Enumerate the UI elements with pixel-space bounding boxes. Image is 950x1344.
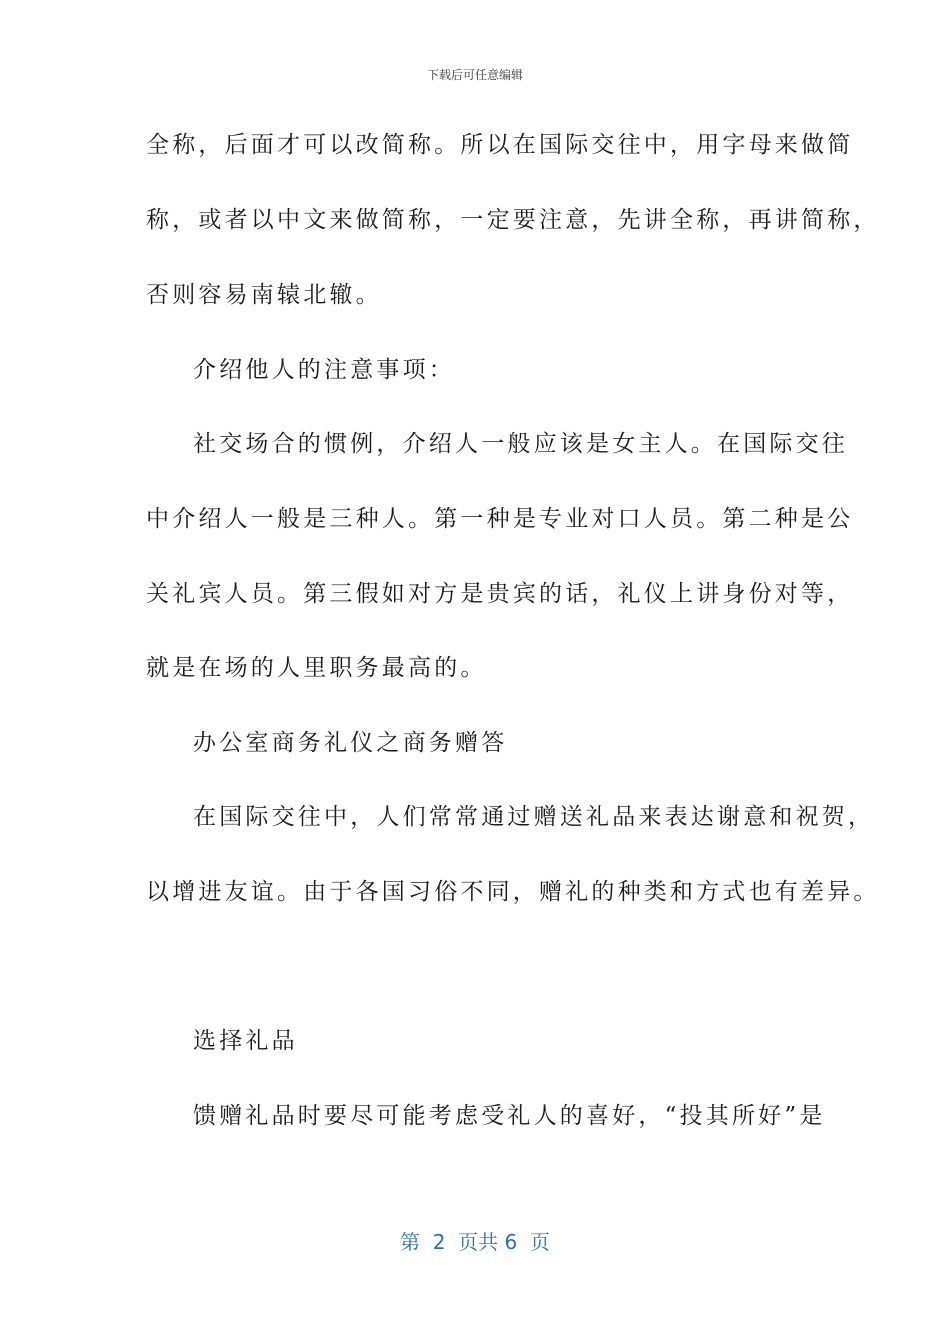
paragraph-line: 在国际交往中，人们常常通过赠送礼品来表达谢意和祝贺， <box>193 804 875 830</box>
paragraph-line: 全称，后面才可以改简称。所以在国际交往中，用字母来做简 <box>146 132 854 158</box>
paragraph-line: 以增进友谊。由于各国习俗不同，赠礼的种类和方式也有差异。 <box>146 879 880 905</box>
section-heading: 介绍他人的注意事项： <box>193 357 455 383</box>
paragraph-line: 关礼宾人员。第三假如对方是贵宾的话，礼仪上讲身份对等， <box>146 581 854 607</box>
paragraph-line: 就是在场的人里职务最高的。 <box>146 655 487 681</box>
page-number: 第 2 页共 6 页 <box>400 1230 550 1254</box>
paragraph-line: 社交场合的惯例，介绍人一般应该是女主人。在国际交往 <box>193 431 848 457</box>
section-heading: 办公室商务礼仪之商务赠答 <box>193 730 508 756</box>
paragraph-line: 称，或者以中文来做简称，一定要注意，先讲全称，再讲简称， <box>146 207 880 233</box>
section-heading: 选择礼品 <box>193 1028 298 1054</box>
paragraph-line: 否则容易南辕北辙。 <box>146 282 382 308</box>
paragraph-line: 中介绍人一般是三种人。第一种是专业对口人员。第二种是公 <box>146 506 854 532</box>
paragraph-line: 馈赠礼品时要尽可能考虑受礼人的喜好，“投其所好”是 <box>193 1103 826 1129</box>
page-header: 下载后可任意编辑 <box>426 68 523 82</box>
